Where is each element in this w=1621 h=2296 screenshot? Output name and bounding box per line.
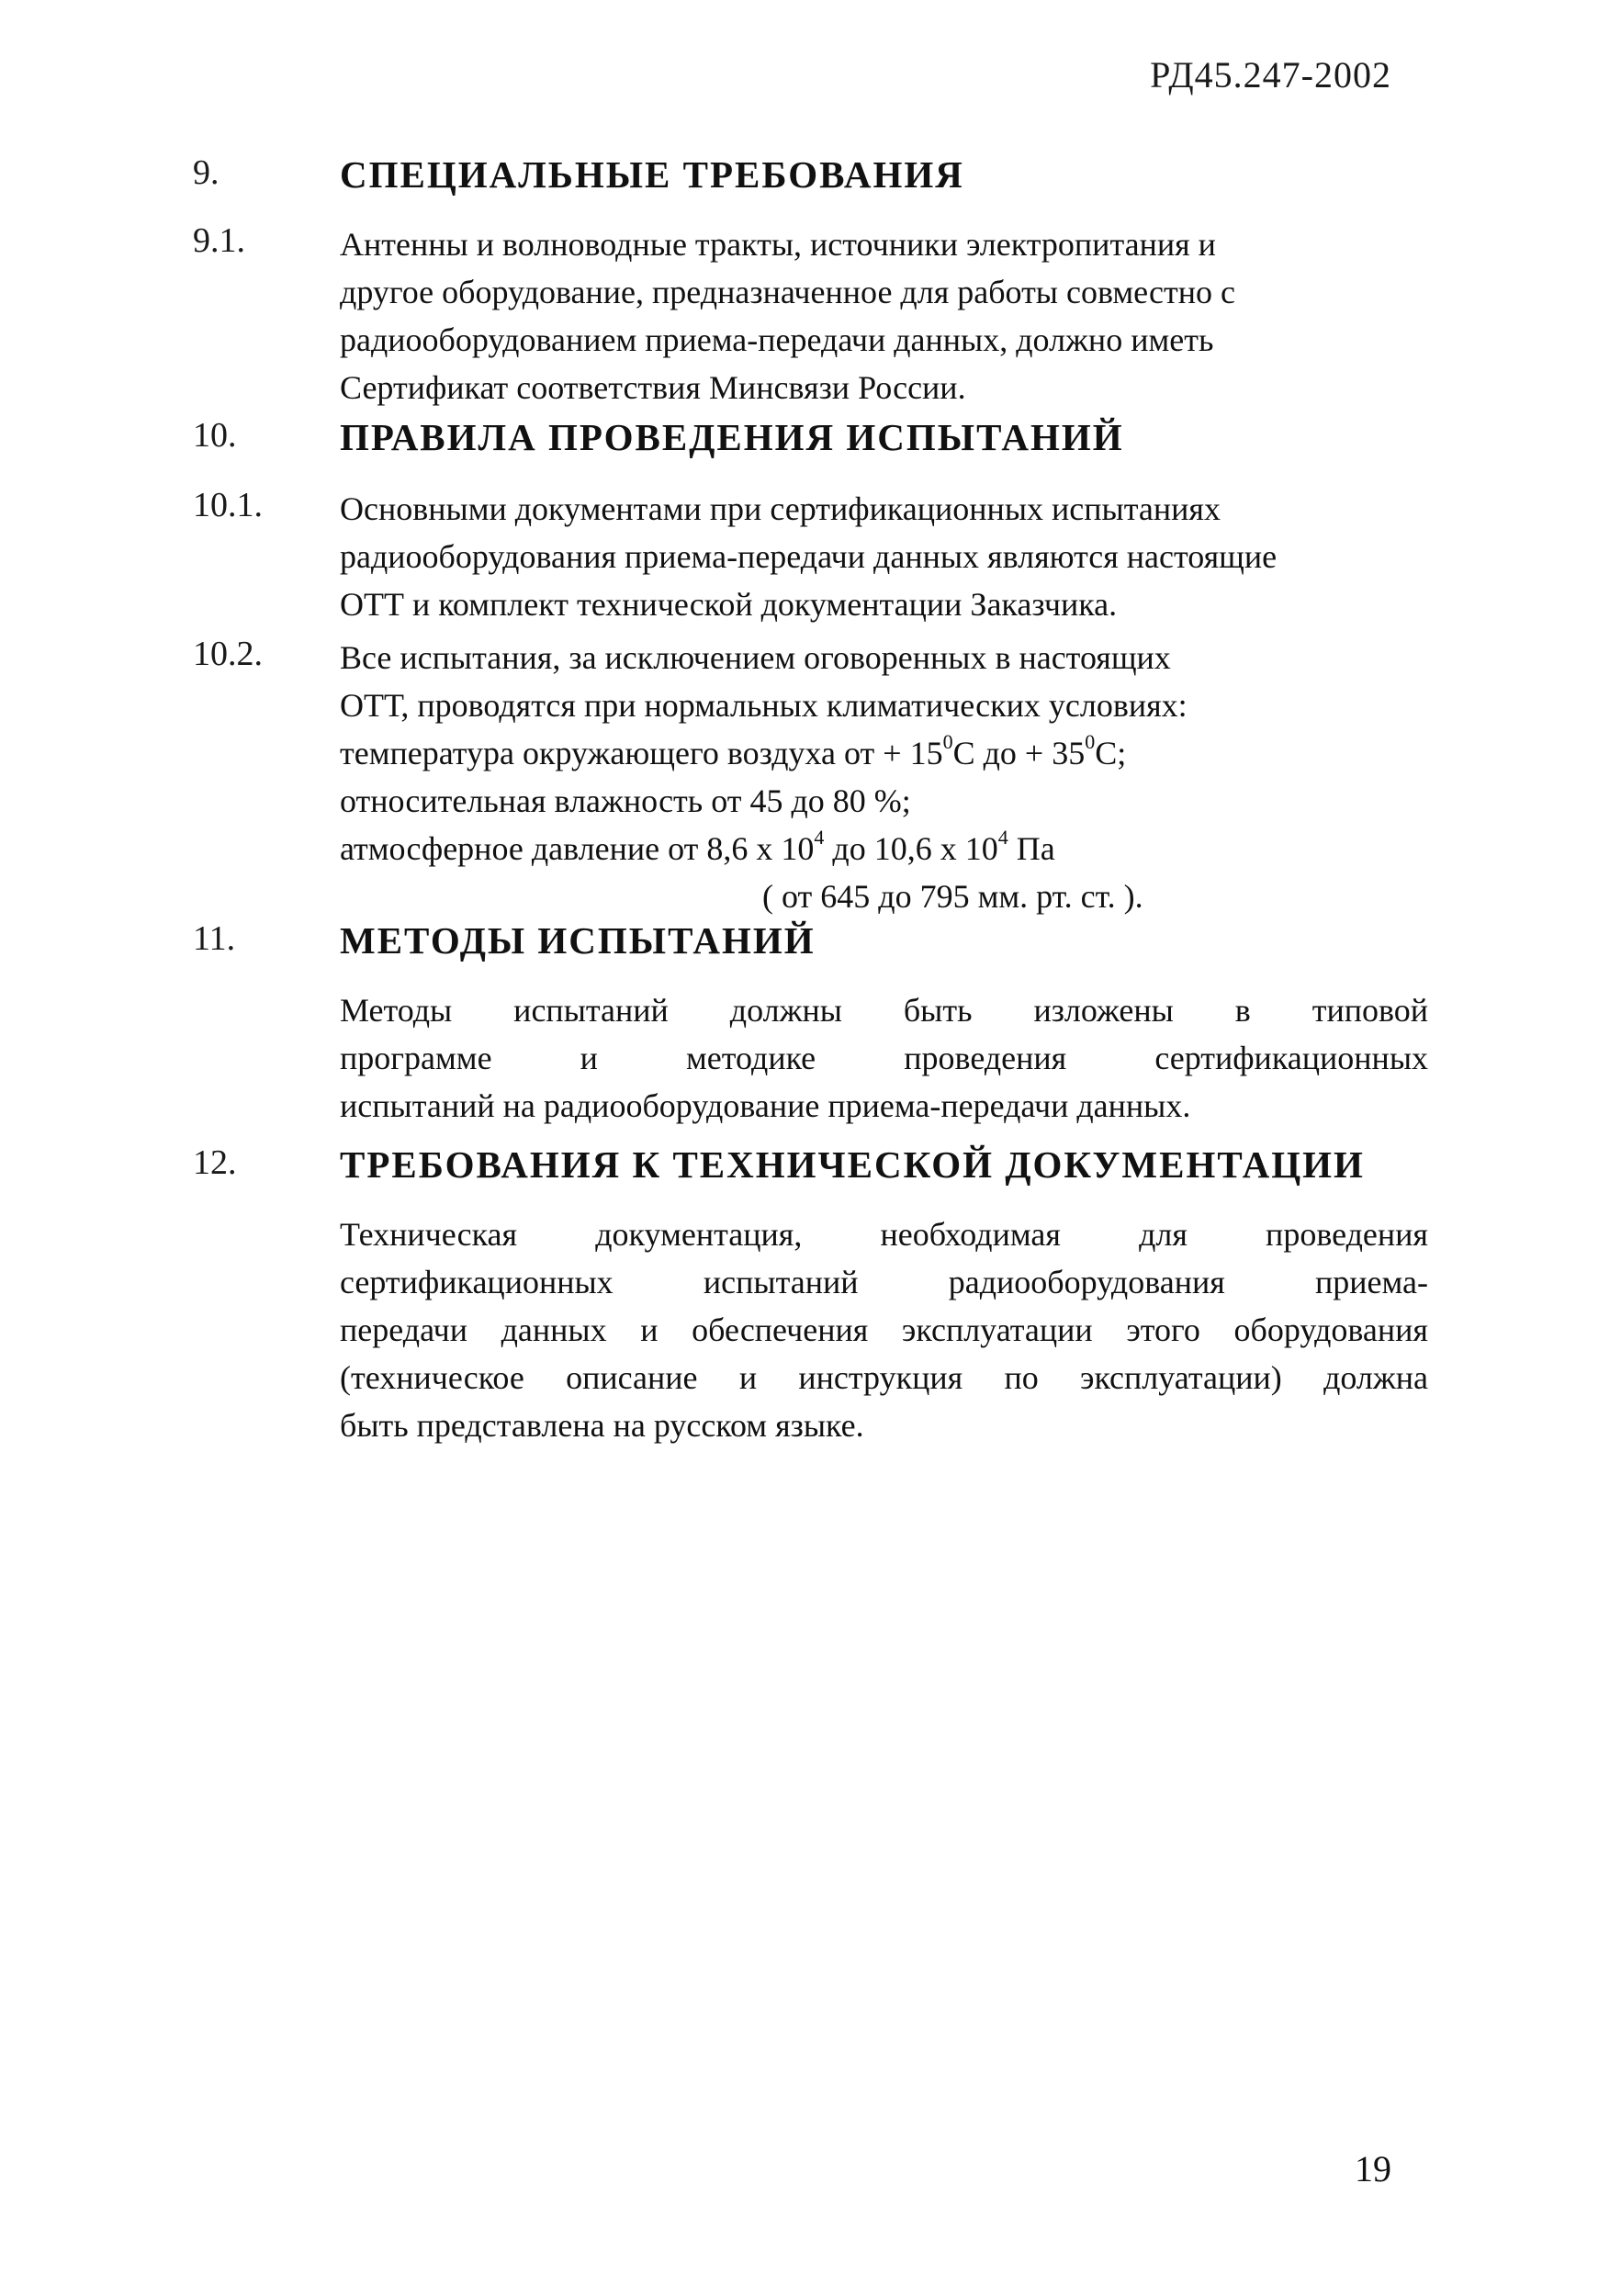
paragraph-line: Антенны и волноводные тракты, источники электропитания и	[340, 226, 1216, 263]
paragraph-line: Техническая документация, необходимая для проведения	[340, 1216, 1428, 1253]
paragraph-line: относительная влажность от 45 до 80 %;	[340, 782, 911, 819]
section-number: 10.2.	[193, 635, 263, 673]
exponent-superscript: 4	[814, 826, 825, 849]
paragraph-line: быть представлена на русском языке.	[340, 1407, 864, 1444]
paragraph-line: ОТТ и комплект технической документации Заказчика.	[340, 586, 1118, 623]
section-number: 11.	[193, 919, 236, 958]
paragraph-line: (техническое описание и инструкция по эксплуатации) должна	[340, 1359, 1428, 1396]
paragraph-line: ОТТ, проводятся при нормальных климатических условиях:	[340, 687, 1188, 724]
section-paragraph	[340, 1210, 1428, 1449]
paragraph-line: программе и методике проведения сертификационных	[340, 1040, 1428, 1076]
page-number: 19	[1355, 2148, 1391, 2189]
paragraph-line: Все испытания, за исключением оговоренных в настоящих	[340, 639, 1171, 676]
pressure-line	[340, 825, 1428, 872]
section-heading: ТРЕБОВАНИЯ К ТЕХНИЧЕСКОЙ ДОКУМЕНТАЦИИ	[340, 1143, 1365, 1186]
exponent-superscript: 4	[997, 826, 1008, 849]
section-heading: ПРАВИЛА ПРОВЕДЕНИЯ ИСПЫТАНИЙ	[340, 416, 1124, 458]
section-paragraph	[340, 634, 1428, 920]
section-number: 10.1.	[193, 486, 263, 524]
pressure-prefix: атмосферное давление от 8,6 х 10	[340, 830, 815, 867]
section-paragraph	[340, 485, 1428, 628]
paragraph-line: Основными документами при сертификационных испытаниях	[340, 490, 1221, 527]
document-code: РД45.247-2002	[1150, 54, 1391, 96]
temperature-line	[340, 729, 1428, 777]
section-number: 9.	[193, 153, 220, 192]
paragraph-line: сертификационных испытаний радиооборудования приема-	[340, 1264, 1428, 1300]
paragraph-line: радиооборудования приема-передачи данных являются настоящие	[340, 538, 1278, 575]
degree-superscript: 0	[1085, 730, 1096, 753]
section-number: 12.	[193, 1143, 237, 1182]
section-paragraph	[340, 986, 1428, 1130]
section-paragraph	[340, 220, 1428, 411]
paragraph-line: другое оборудование, предназначенное для работы совместно с	[340, 274, 1235, 310]
temperature-suffix: С;	[1095, 735, 1127, 771]
section-number: 9.1.	[193, 221, 245, 260]
section-heading: МЕТОДЫ ИСПЫТАНИЙ	[340, 919, 816, 962]
temperature-prefix: температура окружающего воздуха от + 15	[340, 735, 943, 771]
section-number: 10.	[193, 416, 237, 455]
temperature-middle: С до + 35	[952, 735, 1086, 771]
pressure-middle: до 10,6 х 10	[824, 830, 998, 867]
paragraph-line: радиооборудованием приема-передачи данных, должно иметь	[340, 321, 1214, 358]
degree-superscript: 0	[942, 730, 953, 753]
section-heading: СПЕЦИАЛЬНЫЕ ТРЕБОВАНИЯ	[340, 153, 964, 196]
paragraph-line: испытаний на радиооборудование приема-передачи данных.	[340, 1087, 1191, 1124]
paragraph-line: ( от 645 до 795 мм. рт. ст. ).	[762, 878, 1143, 915]
paragraph-line: Методы испытаний должны быть изложены в типовой	[340, 992, 1428, 1029]
pressure-suffix: Па	[1007, 830, 1055, 867]
paragraph-line: передачи данных и обеспечения эксплуатации этого оборудования	[340, 1311, 1428, 1348]
paragraph-line: Сертификат соответствия Минсвязи России.	[340, 369, 966, 406]
